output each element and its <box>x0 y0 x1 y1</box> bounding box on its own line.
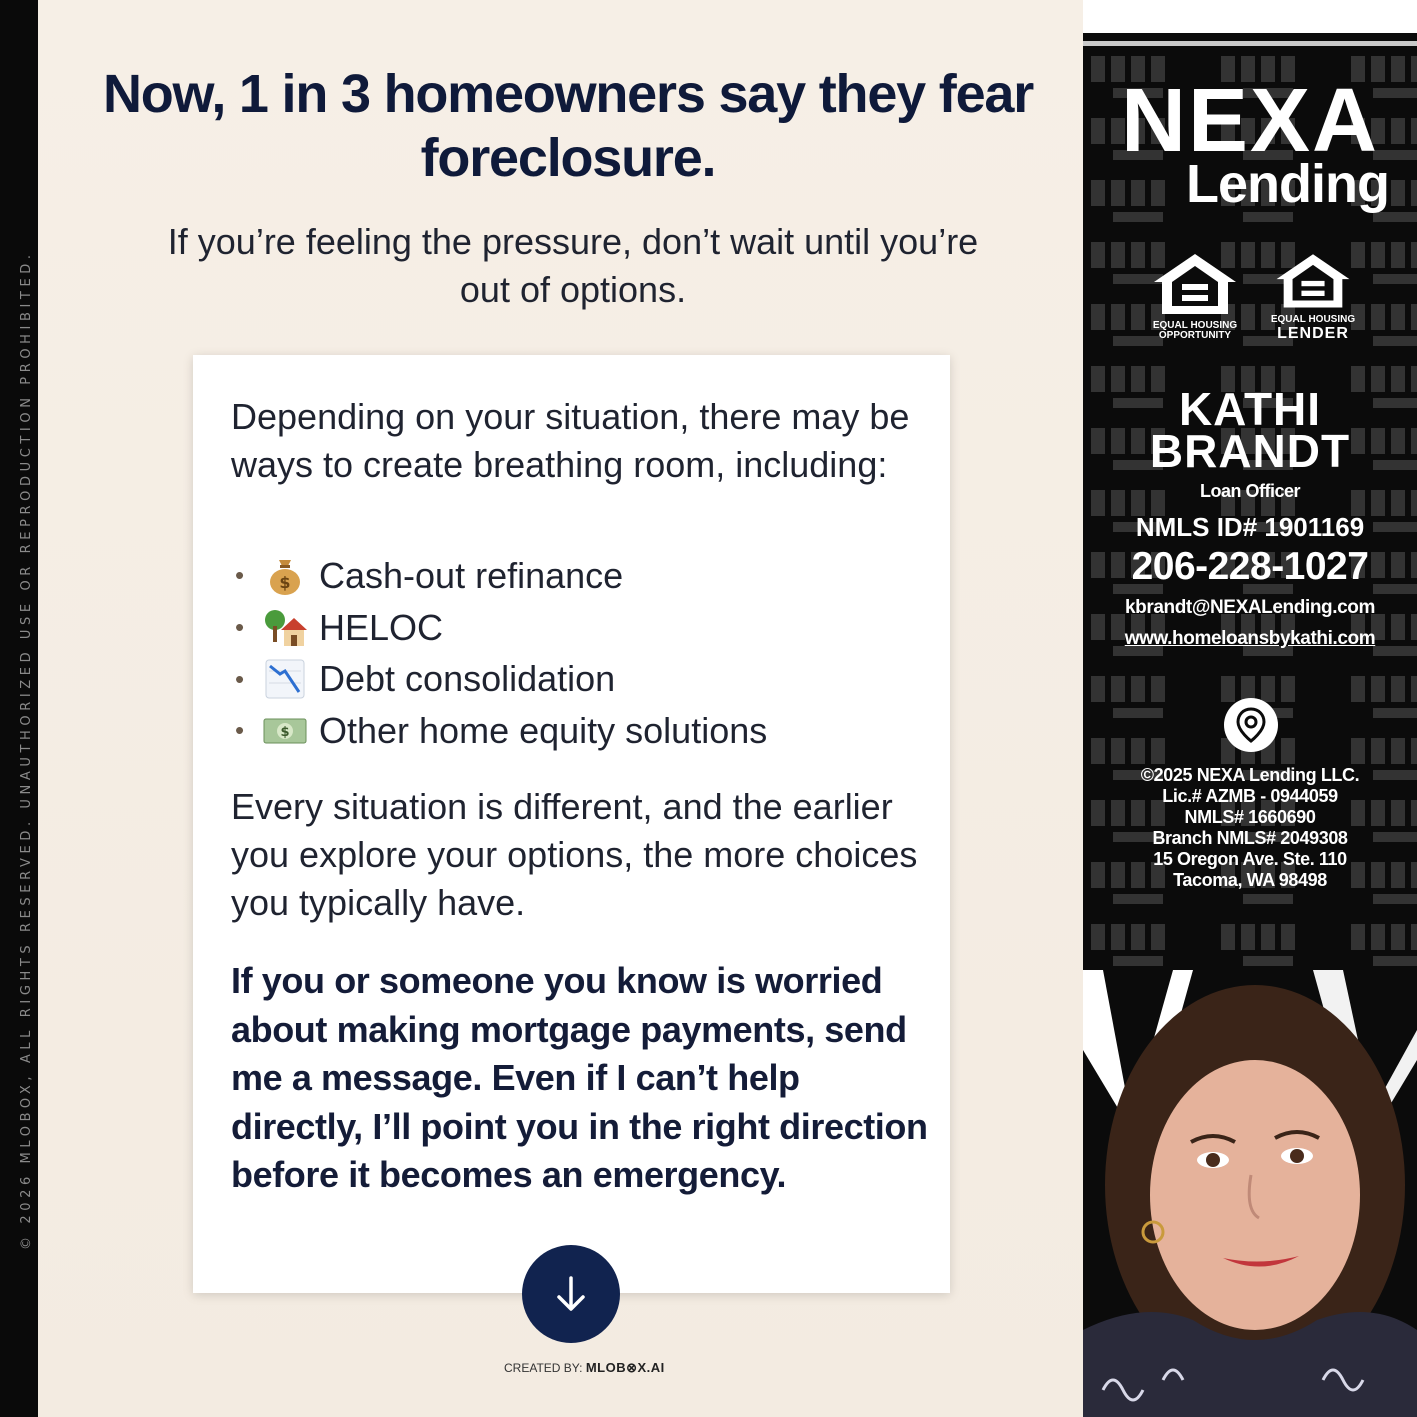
copyright-strip <box>0 0 38 1417</box>
last-name: BRANDT <box>1149 425 1351 477</box>
option-label: Cash-out refinance <box>319 554 624 596</box>
loan-officer-sidebar <box>1083 0 1417 1417</box>
equal-housing-line1: EQUAL HOUSING <box>1152 320 1238 331</box>
dollar-banknote-icon <box>263 711 307 751</box>
nmls-id: NMLS ID# 1901169 <box>1135 512 1365 542</box>
address-city: Tacoma, WA 98498 <box>1173 870 1327 890</box>
company-nmls: NMLS# 1660690 <box>1184 807 1316 827</box>
equal-housing-icon <box>1273 250 1353 310</box>
equal-housing-opportunity-logo <box>1145 250 1245 341</box>
arrow-down-icon <box>549 1272 593 1316</box>
brand-logo-lending: Lending <box>1186 154 1389 214</box>
sidebar-top-bar <box>1083 0 1417 33</box>
equal-housing-icon <box>1150 250 1240 316</box>
bullet-icon: • <box>235 612 245 643</box>
company-license: Lic.# AZMB - 0944059 <box>1162 786 1338 806</box>
bullet-icon: • <box>235 560 245 591</box>
card-body: Every situation is different, and the earlier you explore your options, the more choices you typically have. <box>231 786 918 923</box>
option-label: Other home equity solutions <box>319 709 768 751</box>
loan-officer-title: Loan Officer <box>1199 481 1300 501</box>
first-name: KATHI <box>1178 383 1322 435</box>
list-item <box>235 550 767 602</box>
card-intro: Depending on your situation, there may be ways to create breathing room, including: <box>231 396 910 485</box>
options-list <box>235 550 767 757</box>
created-by-brand: MLOB⊗X.AI <box>585 1360 665 1375</box>
loan-officer-photo <box>1083 970 1417 1417</box>
money-bag-icon <box>263 556 307 596</box>
copyright-notice: © 2026 MLOBOX, ALL RIGHTS RESERVED. UNAUTHORIZED USE OR REPRODUCTION PROHIBITED. <box>19 250 34 1250</box>
company-copyright: ©2025 NEXA Lending LLC. <box>1140 765 1360 785</box>
equal-housing-line2: OPPORTUNITY <box>1158 330 1232 341</box>
bullet-icon: • <box>235 715 245 746</box>
list-item <box>235 602 767 654</box>
option-label: Debt consolidation <box>319 658 616 700</box>
equal-housing-lender-logo <box>1263 250 1363 343</box>
svg-text:$: $ <box>279 572 291 592</box>
created-by-credit <box>504 1360 665 1376</box>
bullet-icon: • <box>235 663 245 694</box>
branch-nmls: Branch NMLS# 2049308 <box>1152 828 1348 848</box>
address-street: 15 Oregon Ave. Ste. 110 <box>1153 849 1347 869</box>
headline: Now, 1 in 3 homeowners say they fear foreclosure. <box>102 64 1034 188</box>
list-item <box>235 653 767 705</box>
phone-number[interactable]: 206-228-1027 <box>1131 545 1369 588</box>
loan-officer-name <box>1083 383 1417 477</box>
website-link[interactable]: www.homeloansbykathi.com <box>1124 628 1376 649</box>
content-card <box>193 355 950 1293</box>
scroll-down-button[interactable] <box>522 1245 620 1343</box>
house-with-tree-icon <box>263 608 307 648</box>
brand-logo-nexa: NEXA <box>1120 71 1380 171</box>
equal-housing-line1: EQUAL HOUSING <box>1270 314 1356 325</box>
company-info <box>1083 765 1417 891</box>
option-label: HELOC <box>319 606 444 648</box>
email-link[interactable]: kbrandt@NEXALending.com <box>1124 597 1375 618</box>
equal-housing-line2: LENDER <box>1277 325 1349 342</box>
flyer-main <box>38 0 1083 1417</box>
location-pin-icon <box>1224 698 1278 752</box>
created-by-prefix: CREATED BY: <box>504 1361 583 1375</box>
svg-text:$: $ <box>280 724 290 740</box>
list-item <box>235 705 767 757</box>
chart-decreasing-icon <box>263 659 307 699</box>
subheadline: If you’re feeling the pressure, don’t wait until you’re out of options. <box>167 221 979 310</box>
card-call-to-action: If you or someone you know is worried about making mortgage payments, send me a message. Even if I can’t help directly, I’ll point you in the right direction before it becomes an emergency. <box>231 960 928 1195</box>
